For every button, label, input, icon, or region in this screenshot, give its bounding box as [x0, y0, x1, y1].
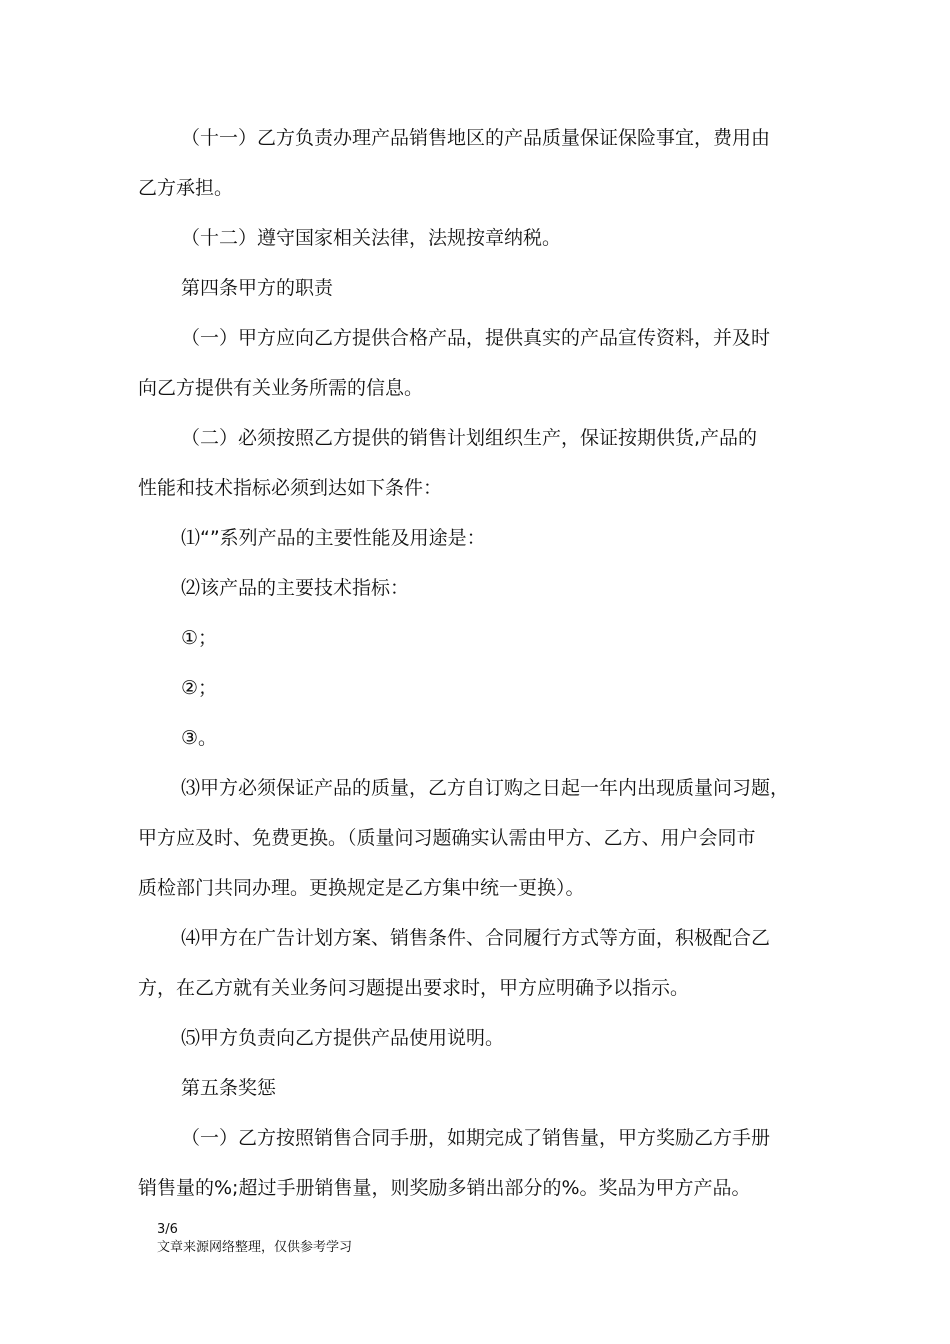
text-line: 向乙方提供有关业务所需的信息。	[138, 377, 424, 399]
text-line: ⑸甲方负责向乙方提供产品使用说明。	[181, 1027, 505, 1049]
text-line: 方，在乙方就有关业务问习题提出要求时，甲方应明确予以指示。	[138, 977, 690, 999]
text-line: （十二）遵守国家相关法律，法规按章纳税。	[181, 227, 562, 249]
text-line: ⑶甲方必须保证产品的质量，乙方自订购之日起一年内出现质量问习题，	[181, 777, 790, 799]
text-line: （十一）乙方负责办理产品销售地区的产品质量保证保险事宜，费用由	[181, 127, 771, 149]
list-item: ③。	[181, 727, 218, 749]
page-number: 3/6	[157, 1222, 178, 1237]
text-line: （一）乙方按照销售合同手册，如期完成了销售量，甲方奖励乙方手册	[181, 1127, 771, 1149]
text-line: 性能和技术指标必须到达如下条件：	[138, 477, 443, 499]
section-heading: 第四条甲方的职责	[181, 277, 334, 299]
text-line: （二）必须按照乙方提供的销售计划组织生产，保证按期供货,产品的	[181, 427, 758, 449]
text-line: 乙方承担。	[138, 177, 234, 199]
text-line: 甲方应及时、免费更换。（质量问习题确实认需由甲方、乙方、用户会同市	[138, 827, 756, 849]
section-heading: 第五条奖惩	[181, 1077, 277, 1099]
list-item: ②；	[181, 677, 218, 699]
footer-note: 文章来源网络整理，仅供参考学习	[157, 1240, 353, 1255]
text-line: ⑴“”系列产品的主要性能及用途是：	[181, 527, 486, 549]
text-line: 质检部门共同办理。更换规定是乙方集中统一更换）。	[138, 877, 585, 899]
list-item: ①；	[181, 627, 218, 649]
text-line: ⑷甲方在广告计划方案、销售条件、合同履行方式等方面，积极配合乙	[181, 927, 771, 949]
text-line: 销售量的%;超过手册销售量，则奖励多销出部分的%。奖品为甲方产品。	[138, 1177, 751, 1199]
text-line: （一）甲方应向乙方提供合格产品，提供真实的产品宣传资料，并及时	[181, 327, 771, 349]
text-line: ⑵该产品的主要技术指标：	[181, 577, 410, 599]
